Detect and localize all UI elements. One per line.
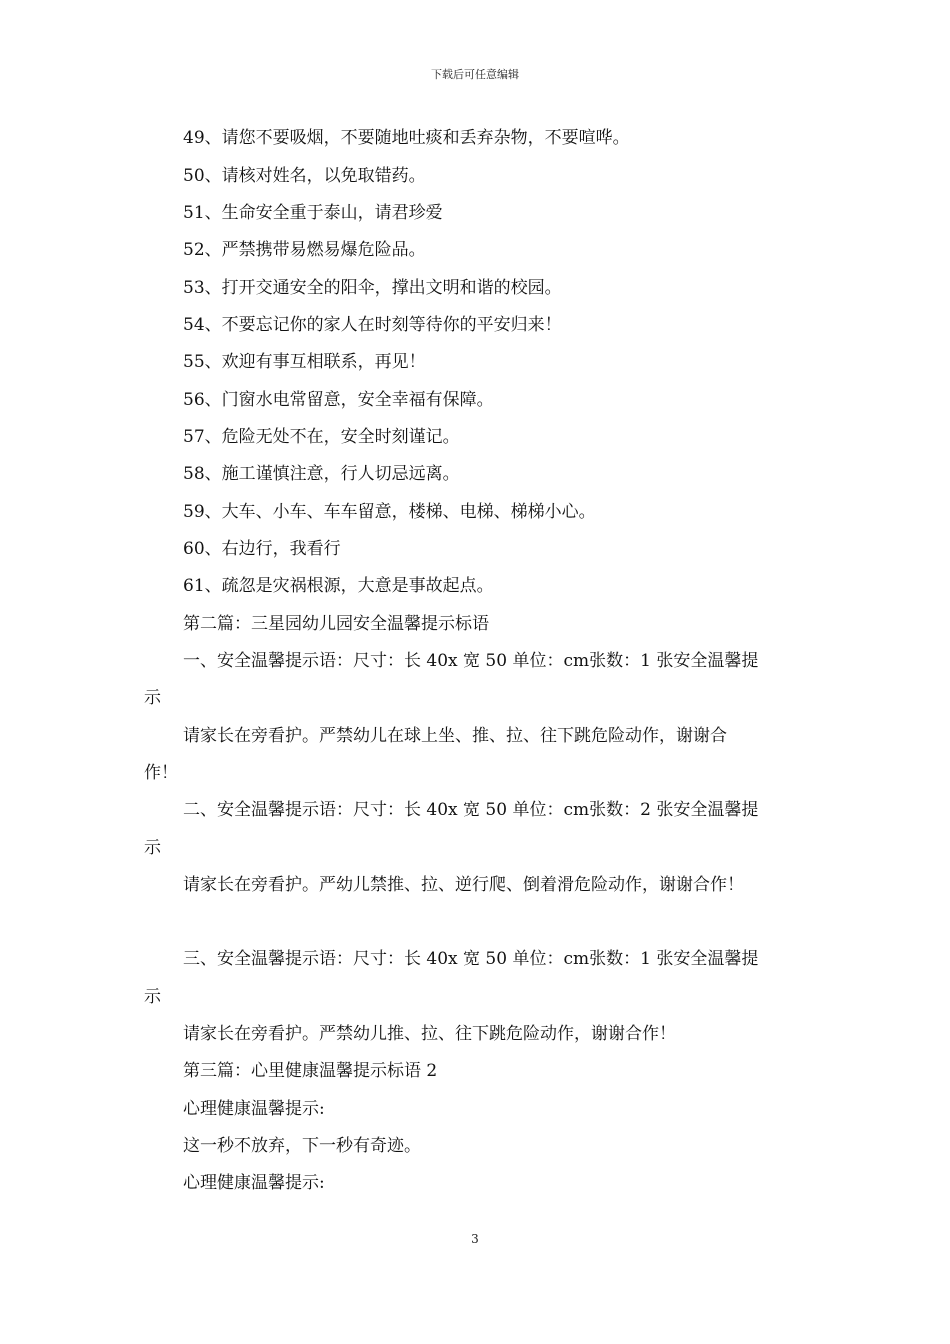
text-line-continuation: 示 xyxy=(144,688,161,708)
text-line: 49、请您不要吸烟，不要随地吐痰和丢弃杂物，不要喧哗。 xyxy=(183,128,630,148)
text-line: 61、疏忽是灾祸根源，大意是事故起点。 xyxy=(183,576,494,596)
text-line: 心理健康温馨提示: xyxy=(183,1173,325,1193)
text-line: 一、安全温馨提示语：尺寸：长 40x 宽 50 单位：cm张数：1 张安全温馨提 xyxy=(183,651,759,671)
text-line: 三、安全温馨提示语：尺寸：长 40x 宽 50 单位：cm张数：1 张安全温馨提 xyxy=(183,949,759,969)
section-heading: 第三篇：心里健康温馨提示标语 2 xyxy=(183,1061,438,1081)
text-line: 54、不要忘记你的家人在时刻等待你的平安归来！ xyxy=(183,315,562,335)
text-line: 心理健康温馨提示: xyxy=(183,1099,325,1119)
page-number: 3 xyxy=(471,1232,479,1246)
text-line: 请家长在旁看护。严禁幼儿在球上坐、推、拉、往下跳危险动作，谢谢合 xyxy=(183,726,727,746)
text-line: 50、请核对姓名，以免取错药。 xyxy=(183,166,426,186)
text-line: 56、门窗水电常留意，安全幸福有保障。 xyxy=(183,390,494,410)
section-heading: 第二篇：三星园幼儿园安全温馨提示标语 xyxy=(183,614,489,634)
text-line: 53、打开交通安全的阳伞，撑出文明和谐的校园。 xyxy=(183,278,562,298)
text-line: 请家长在旁看护。严幼儿禁推、拉、逆行爬、倒着滑危险动作，谢谢合作！ xyxy=(183,875,744,895)
page-header: 下载后可任意编辑 xyxy=(431,68,519,81)
text-line: 58、施工谨慎注意，行人切忌远离。 xyxy=(183,464,460,484)
text-line: 二、安全温馨提示语：尺寸：长 40x 宽 50 单位：cm张数：2 张安全温馨提 xyxy=(183,800,759,820)
text-line: 52、严禁携带易燃易爆危险品。 xyxy=(183,240,426,260)
text-line: 这一秒不放弃，下一秒有奇迹。 xyxy=(183,1136,421,1156)
text-line-continuation: 示 xyxy=(144,987,161,1007)
text-line: 59、大车、小车、车车留意，楼梯、电梯、梯梯小心。 xyxy=(183,502,596,522)
text-line: 60、右边行，我看行 xyxy=(183,539,341,559)
text-line: 请家长在旁看护。严禁幼儿推、拉、往下跳危险动作，谢谢合作！ xyxy=(183,1024,676,1044)
text-line: 51、生命安全重于泰山，请君珍爱 xyxy=(183,203,443,223)
text-line-continuation: 示 xyxy=(144,838,161,858)
text-line: 55、欢迎有事互相联系，再见！ xyxy=(183,352,426,372)
text-line: 57、危险无处不在，安全时刻谨记。 xyxy=(183,427,460,447)
text-line-continuation: 作！ xyxy=(144,763,178,783)
